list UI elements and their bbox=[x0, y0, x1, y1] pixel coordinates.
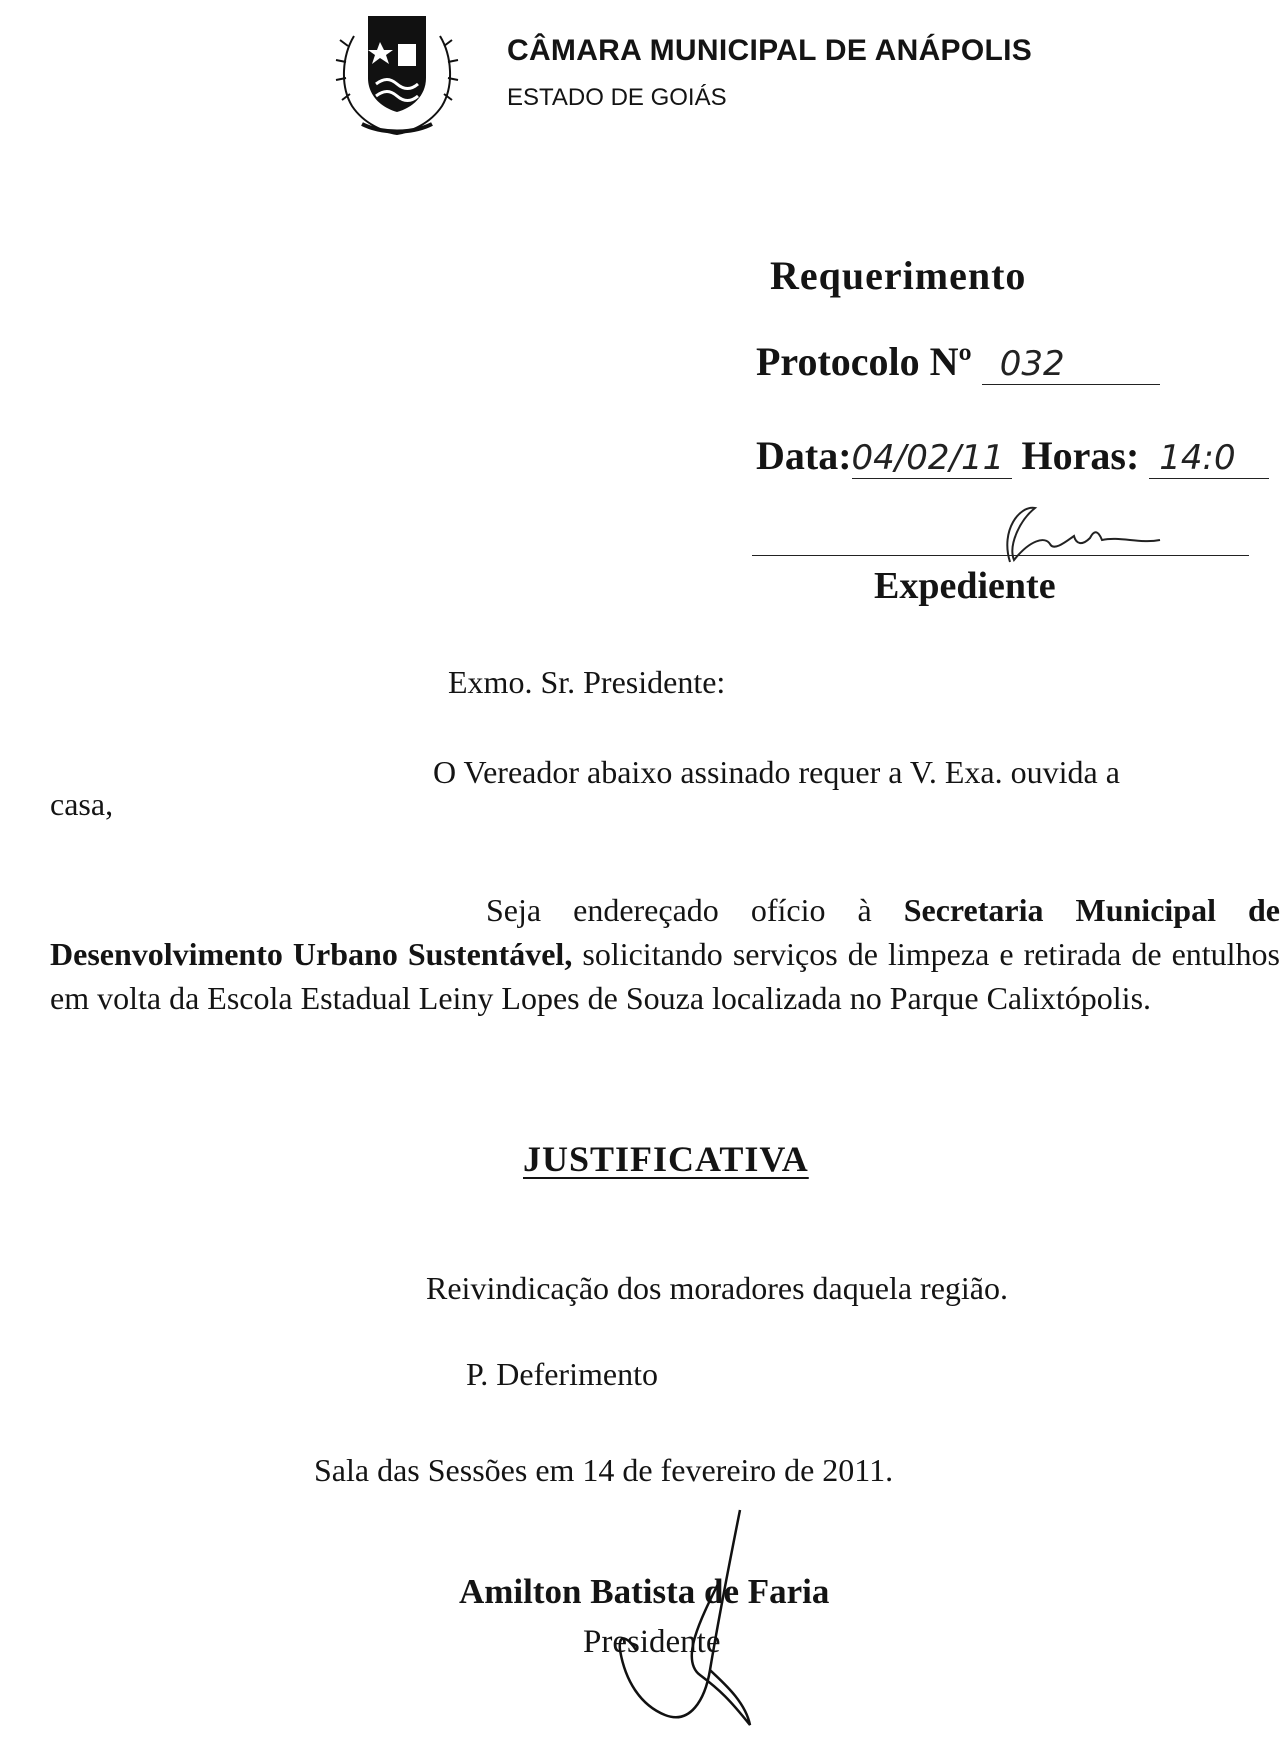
date-line bbox=[756, 432, 1269, 479]
justification-title: JUSTIFICATIVA bbox=[523, 1139, 809, 1179]
document-title: Requerimento bbox=[770, 253, 1027, 298]
protocol-label: Protocolo Nº bbox=[756, 339, 972, 384]
request-closing: P. Deferimento bbox=[466, 1356, 658, 1392]
signature-icon bbox=[570, 1500, 770, 1740]
hours-label: Horas: bbox=[1021, 433, 1140, 478]
signer-name: Amilton Batista de Faria bbox=[459, 1572, 830, 1611]
receipt-rubric-icon bbox=[990, 500, 1170, 570]
request-paragraph: O Vereador abaixo assinado requer a V. Exa. ouvida a bbox=[433, 754, 1120, 790]
signer-role: Presidente bbox=[583, 1624, 721, 1660]
paragraph-lead: Seja endereçado ofício à bbox=[486, 892, 904, 928]
coat-of-arms-icon bbox=[332, 6, 462, 140]
request-paragraph-continued: casa, bbox=[50, 786, 114, 822]
paragraph-rest: solicitando serviços de limpeza e retirada de entulhos em volta da Escola Estadual Leiny Lopes de Souza localizada no Parque Calixtópolis. bbox=[50, 936, 1280, 1016]
org-name: CÂMARA MUNICIPAL DE ANÁPOLIS bbox=[507, 34, 1033, 67]
request-body-paragraph bbox=[50, 888, 1280, 1048]
date-label: Data: bbox=[756, 433, 852, 478]
section-label: Expediente bbox=[874, 565, 1056, 607]
justification-text: Reivindicação dos moradores daquela região. bbox=[426, 1270, 1008, 1306]
protocol-line bbox=[756, 338, 1160, 385]
salutation: Exmo. Sr. Presidente: bbox=[448, 664, 726, 700]
org-state: ESTADO DE GOIÁS bbox=[507, 84, 727, 111]
date-value: 04/02/11 bbox=[852, 438, 1012, 479]
paragraph-bold: Secretaria Municipal de Desenvolvimento Urbano Sustentável, bbox=[50, 892, 1280, 972]
protocol-number: 032 bbox=[982, 344, 1160, 385]
hours-value: 14:0 bbox=[1149, 438, 1269, 479]
place-date: Sala das Sessões em 14 de fevereiro de 2011. bbox=[314, 1452, 894, 1488]
